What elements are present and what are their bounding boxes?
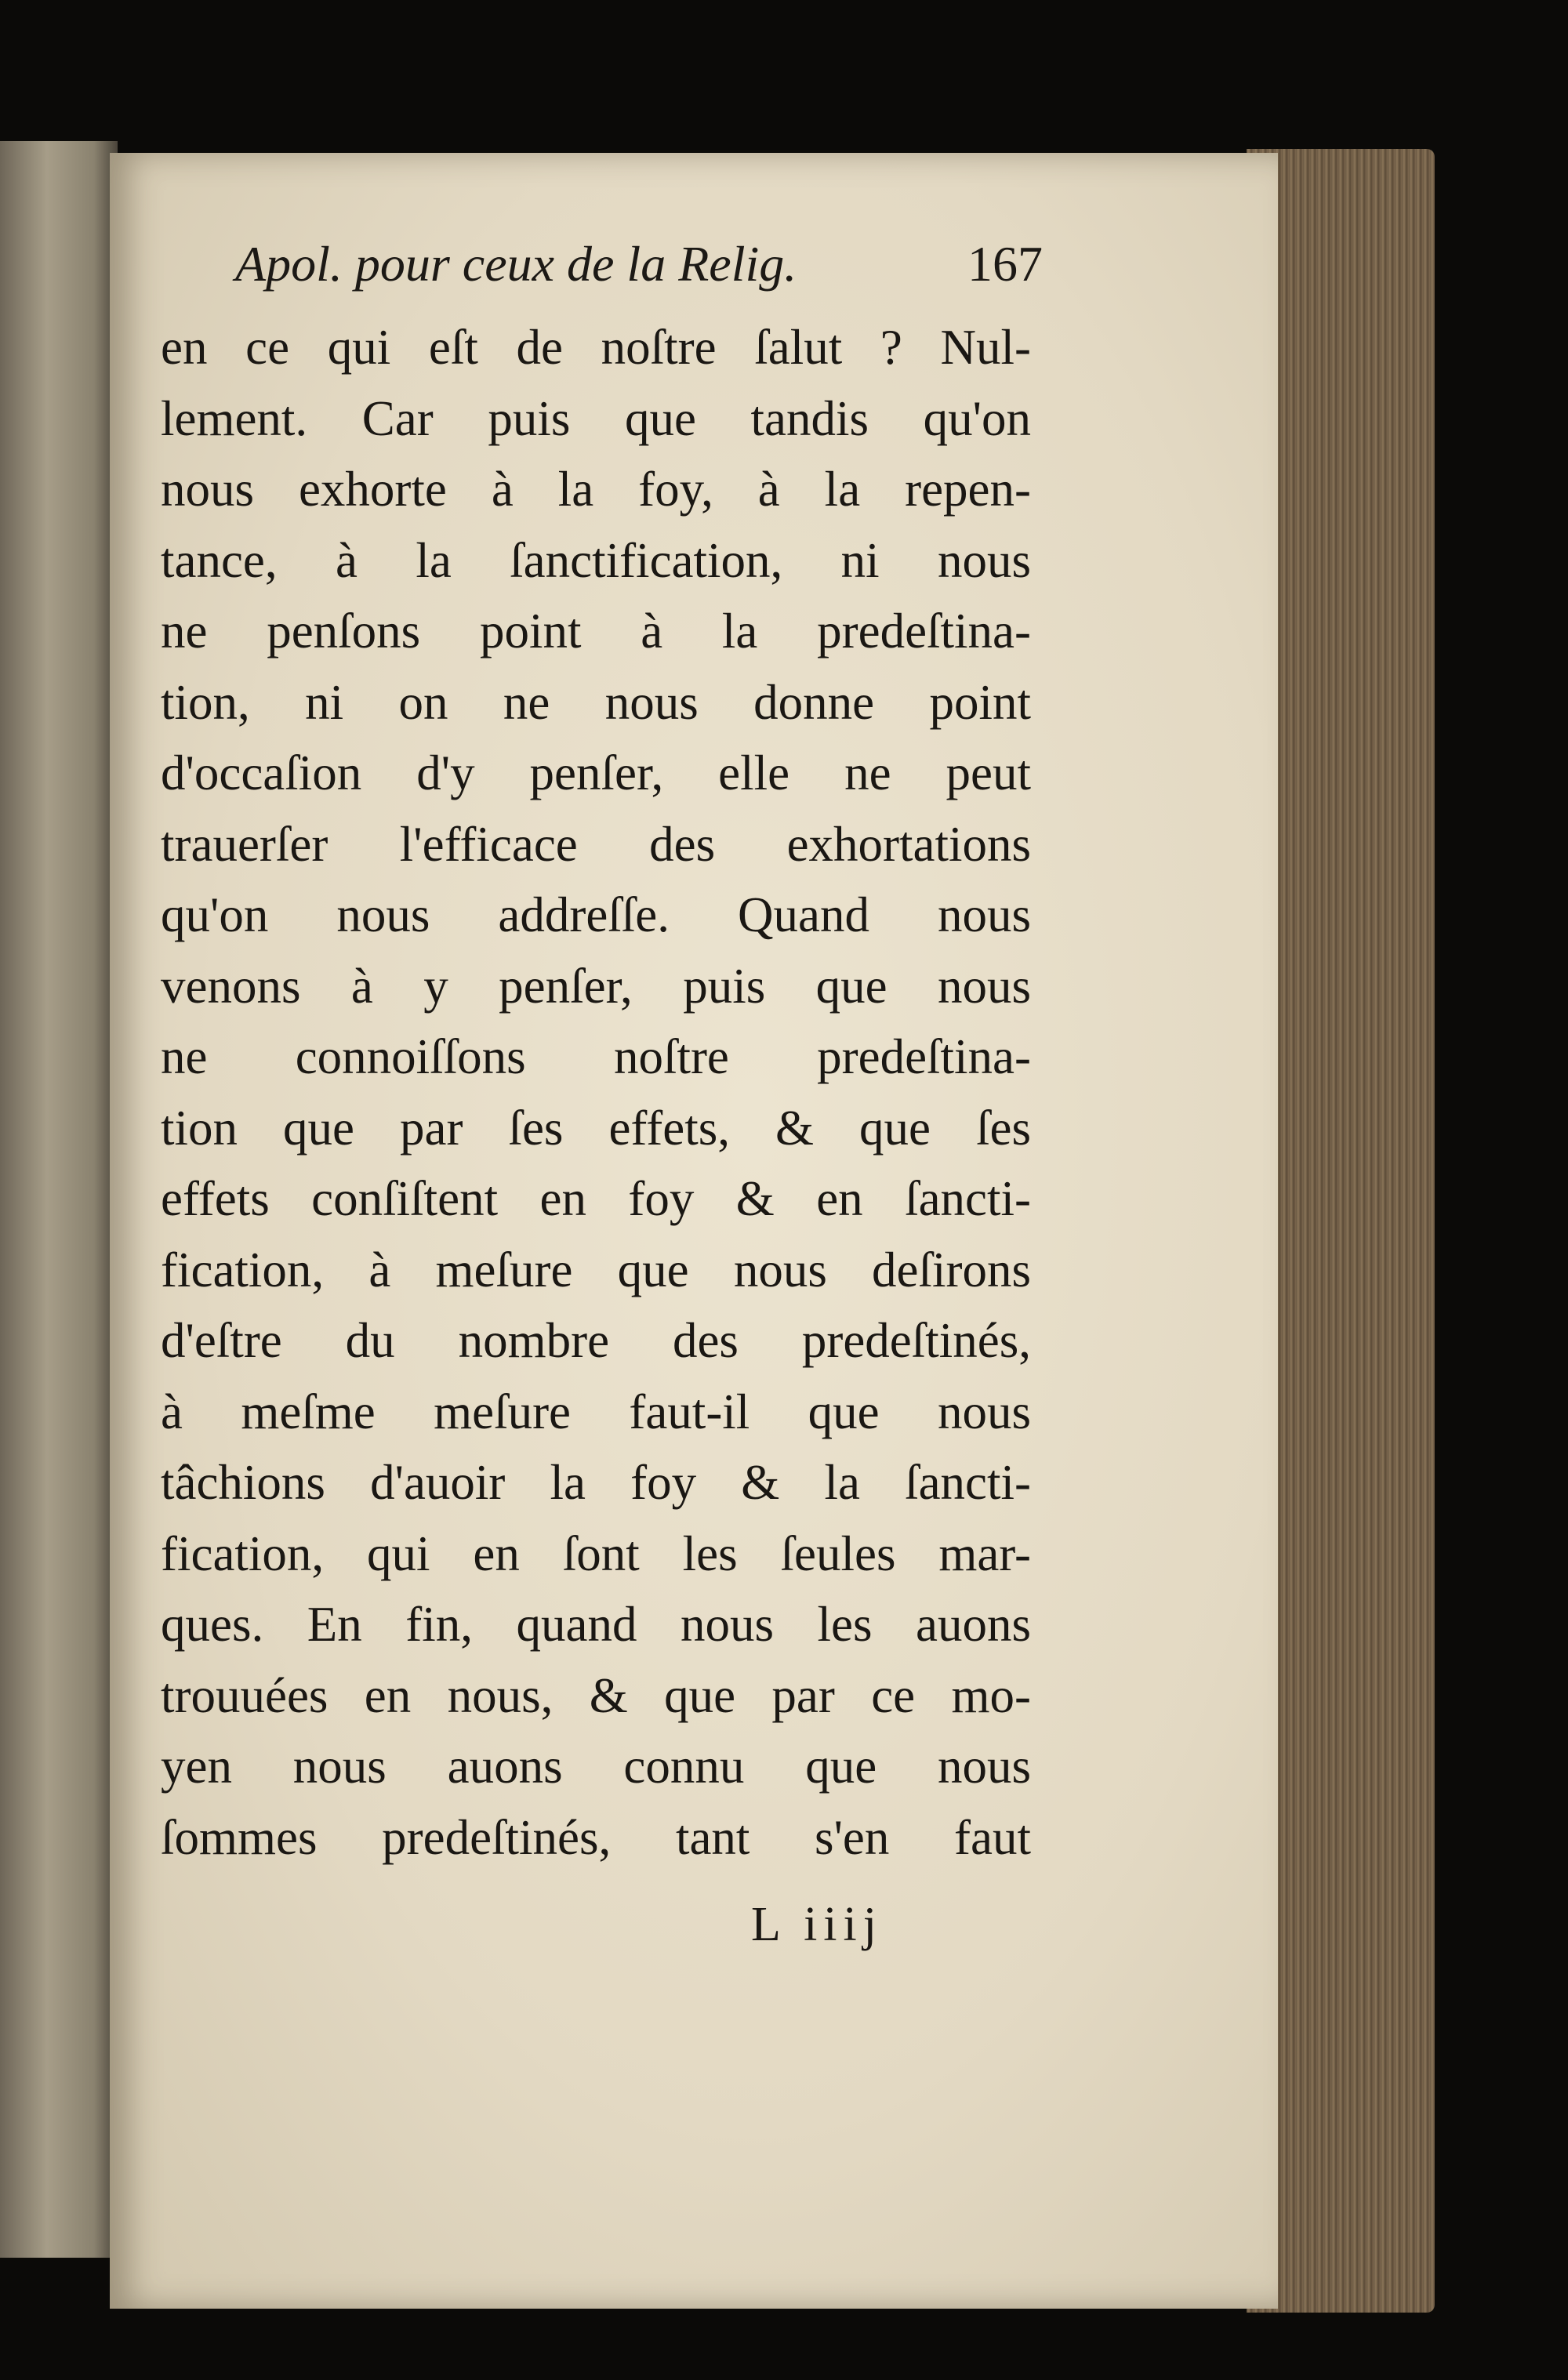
text-line: tance, à la ſanctification, ni nous — [161, 532, 1031, 588]
text-line: trouuées en nous, & que par ce mo- — [161, 1667, 1031, 1723]
text-line: tâchions d'auoir la foy & la ſancti- — [161, 1455, 1031, 1510]
text-line: tion, ni on ne nous donne point — [161, 674, 1031, 730]
text-line: fication, à meſure que nous deſirons — [161, 1242, 1031, 1297]
text-line: ſommes predeſtinés, tant s'en faut — [161, 1809, 1031, 1865]
body-text — [161, 312, 1031, 1873]
text-line: tion que par ſes effets, & que ſes — [161, 1100, 1031, 1156]
text-line: à meſme meſure faut-il que nous — [161, 1384, 1031, 1439]
page-number: 167 — [967, 236, 1043, 292]
text-line: nous exhorte à la foy, à la repen- — [161, 462, 1031, 517]
text-line: d'occaſion d'y penſer, elle ne peut — [161, 746, 1031, 800]
text-line: trauerſer l'efficace des exhortations — [161, 816, 1031, 872]
text-line: lement. Car puis que tandis qu'on — [161, 390, 1031, 446]
signature-mark: L iiij — [751, 1898, 883, 1951]
text-line: ne connoiſſons noſtre predeſtina- — [161, 1029, 1031, 1084]
text-line: venons à y penſer, puis que nous — [161, 958, 1031, 1014]
text-line: en ce qui eſt de noſtre ſalut ? Nul- — [161, 320, 1031, 375]
text-line: ques. En fin, quand nous les auons — [161, 1597, 1031, 1652]
text-line: yen nous auons connu que nous — [161, 1739, 1031, 1794]
text-line: d'eſtre du nombre des predeſtinés, — [161, 1313, 1031, 1368]
text-line: fication, qui en ſont les ſeules mar- — [161, 1526, 1031, 1581]
running-title: Apol. pour ceux de la Relig. — [235, 236, 797, 292]
page-header — [235, 235, 1043, 306]
text-line: qu'on nous addreſſe. Quand nous — [161, 887, 1031, 942]
text-line: effets conſiſtent en foy & en ſancti- — [161, 1171, 1031, 1226]
facing-page-edge — [0, 141, 118, 2258]
text-line: ne penſons point à la predeſtina- — [161, 604, 1031, 658]
